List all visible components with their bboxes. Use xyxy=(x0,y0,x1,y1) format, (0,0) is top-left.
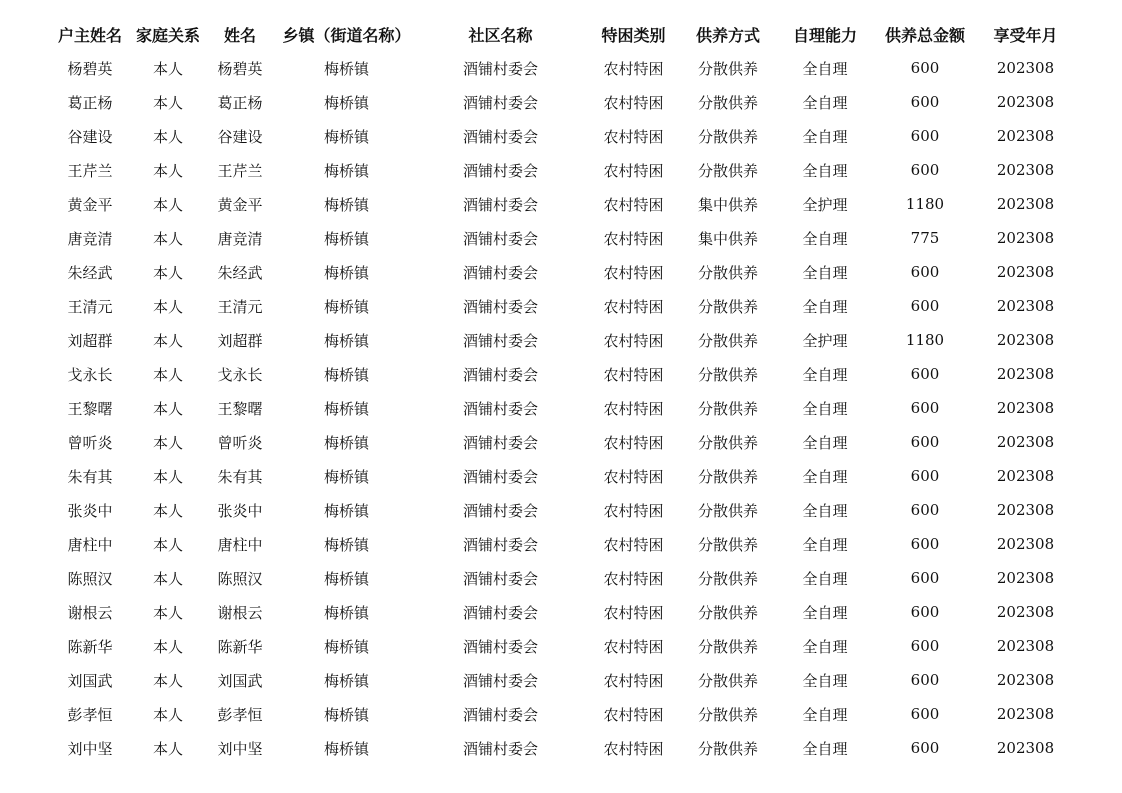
table-cell: 全自理 xyxy=(802,569,848,588)
table-cell: 分散供养 xyxy=(697,535,758,554)
table-cell: 梅桥镇 xyxy=(323,331,369,350)
table-cell: 202308 xyxy=(996,399,1055,417)
table-cell: 202308 xyxy=(996,229,1055,247)
table-cell: 本人 xyxy=(152,365,183,384)
table-cell: 1180 xyxy=(905,195,945,213)
table-cell: 戈永长 xyxy=(217,365,263,384)
table-cell: 分散供养 xyxy=(697,569,758,588)
table-cell: 202308 xyxy=(996,569,1055,587)
table-cell: 农村特困 xyxy=(603,331,664,350)
table-cell: 600 xyxy=(910,637,940,655)
table-cell: 集中供养 xyxy=(697,195,758,214)
table-cell: 酒铺村委会 xyxy=(462,535,538,554)
table-cell: 202308 xyxy=(996,603,1055,621)
header-cell: 家庭关系 xyxy=(135,25,200,45)
header-cell: 享受年月 xyxy=(993,25,1058,45)
table-row xyxy=(50,663,1080,697)
table-cell: 陈新华 xyxy=(217,637,263,656)
table-cell: 600 xyxy=(910,671,940,689)
header-cell: 户主姓名 xyxy=(57,25,122,45)
table-cell: 600 xyxy=(910,433,940,451)
table-cell: 农村特困 xyxy=(603,569,664,588)
table-cell: 分散供养 xyxy=(697,501,758,520)
table-row xyxy=(50,187,1080,221)
table-cell: 全自理 xyxy=(802,603,848,622)
table-cell: 王清元 xyxy=(217,297,263,316)
table-cell: 农村特困 xyxy=(603,365,664,384)
table-cell: 本人 xyxy=(152,93,183,112)
table-cell: 600 xyxy=(910,161,940,179)
table-row xyxy=(50,289,1080,323)
table-cell: 600 xyxy=(910,127,940,145)
table-cell: 黄金平 xyxy=(217,195,263,214)
table-cell: 分散供养 xyxy=(697,603,758,622)
table-cell: 分散供养 xyxy=(697,127,758,146)
table-cell: 酒铺村委会 xyxy=(462,467,538,486)
table-cell: 分散供养 xyxy=(697,263,758,282)
table-cell: 农村特困 xyxy=(603,59,664,78)
table-cell: 梅桥镇 xyxy=(323,59,369,78)
table-cell: 202308 xyxy=(996,365,1055,383)
table-cell: 202308 xyxy=(996,739,1055,757)
table-row xyxy=(50,221,1080,255)
table-cell: 农村特困 xyxy=(603,297,664,316)
table-cell: 梅桥镇 xyxy=(323,535,369,554)
table-cell: 202308 xyxy=(996,705,1055,723)
table-cell: 酒铺村委会 xyxy=(462,161,538,180)
table-cell: 202308 xyxy=(996,263,1055,281)
table-cell: 谷建设 xyxy=(217,127,263,146)
table-cell: 农村特困 xyxy=(603,93,664,112)
table-cell: 分散供养 xyxy=(697,59,758,78)
table-cell: 农村特困 xyxy=(603,161,664,180)
table-cell: 分散供养 xyxy=(697,705,758,724)
table-cell: 全自理 xyxy=(802,161,848,180)
table-cell: 本人 xyxy=(152,603,183,622)
table-cell: 全自理 xyxy=(802,705,848,724)
table-cell: 黄金平 xyxy=(67,195,113,214)
table-cell: 600 xyxy=(910,603,940,621)
table-cell: 葛正杨 xyxy=(217,93,263,112)
table-cell: 分散供养 xyxy=(697,637,758,656)
table-cell: 刘中坚 xyxy=(67,739,113,758)
table-cell: 唐竞清 xyxy=(217,229,263,248)
table-row xyxy=(50,153,1080,187)
table-cell: 全自理 xyxy=(802,297,848,316)
table-cell: 唐柱中 xyxy=(67,535,113,554)
table-cell: 酒铺村委会 xyxy=(462,365,538,384)
header-cell: 社区名称 xyxy=(468,25,533,45)
table-cell: 农村特困 xyxy=(603,433,664,452)
table-cell: 600 xyxy=(910,365,940,383)
table-cell: 彭孝恒 xyxy=(217,705,263,724)
table-cell: 本人 xyxy=(152,705,183,724)
table-cell: 全自理 xyxy=(802,671,848,690)
table-cell: 202308 xyxy=(996,93,1055,111)
table-cell: 600 xyxy=(910,705,940,723)
table-cell: 梅桥镇 xyxy=(323,127,369,146)
table-cell: 农村特困 xyxy=(603,705,664,724)
table-cell: 本人 xyxy=(152,433,183,452)
table-cell: 农村特困 xyxy=(603,501,664,520)
table-cell: 彭孝恒 xyxy=(67,705,113,724)
table-cell: 202308 xyxy=(996,671,1055,689)
table-cell: 600 xyxy=(910,59,940,77)
table-row xyxy=(50,561,1080,595)
table-cell: 全自理 xyxy=(802,127,848,146)
table-cell: 全自理 xyxy=(802,59,848,78)
table-cell: 全自理 xyxy=(802,229,848,248)
header-cell: 自理能力 xyxy=(792,25,857,45)
table-cell: 酒铺村委会 xyxy=(462,637,538,656)
table-cell: 分散供养 xyxy=(697,331,758,350)
table-cell: 本人 xyxy=(152,569,183,588)
table-cell: 王黎曙 xyxy=(217,399,263,418)
table-cell: 本人 xyxy=(152,331,183,350)
table-cell: 梅桥镇 xyxy=(323,739,369,758)
table-cell: 张炎中 xyxy=(67,501,113,520)
table-cell: 全自理 xyxy=(802,467,848,486)
table-cell: 王芹兰 xyxy=(217,161,263,180)
table-cell: 王黎曙 xyxy=(67,399,113,418)
table-cell: 全护理 xyxy=(802,331,848,350)
table-cell: 全护理 xyxy=(802,195,848,214)
table-cell: 酒铺村委会 xyxy=(462,603,538,622)
table-cell: 分散供养 xyxy=(697,433,758,452)
table-cell: 陈新华 xyxy=(67,637,113,656)
beneficiary-table xyxy=(50,17,1080,765)
table-cell: 分散供养 xyxy=(697,739,758,758)
table-cell: 农村特困 xyxy=(603,263,664,282)
table-cell: 全自理 xyxy=(802,399,848,418)
table-cell: 张炎中 xyxy=(217,501,263,520)
header-cell: 乡镇（街道名称） xyxy=(282,25,411,45)
table-cell: 全自理 xyxy=(802,433,848,452)
table-cell: 本人 xyxy=(152,127,183,146)
table-cell: 陈照汉 xyxy=(67,569,113,588)
table-row xyxy=(50,323,1080,357)
header-cell: 特困类别 xyxy=(601,25,666,45)
table-cell: 农村特困 xyxy=(603,127,664,146)
table-cell: 农村特困 xyxy=(603,739,664,758)
table-cell: 梅桥镇 xyxy=(323,263,369,282)
table-cell: 谢根云 xyxy=(67,603,113,622)
table-cell: 刘国武 xyxy=(217,671,263,690)
table-cell: 梅桥镇 xyxy=(323,93,369,112)
table-cell: 202308 xyxy=(996,331,1055,349)
table-cell: 600 xyxy=(910,93,940,111)
table-row xyxy=(50,493,1080,527)
table-cell: 梅桥镇 xyxy=(323,399,369,418)
table-cell: 600 xyxy=(910,263,940,281)
table-cell: 酒铺村委会 xyxy=(462,739,538,758)
table-cell: 酒铺村委会 xyxy=(462,59,538,78)
table-cell: 分散供养 xyxy=(697,297,758,316)
table-cell: 本人 xyxy=(152,399,183,418)
table-cell: 王清元 xyxy=(67,297,113,316)
table-cell: 农村特困 xyxy=(603,467,664,486)
table-cell: 600 xyxy=(910,399,940,417)
table-cell: 农村特困 xyxy=(603,637,664,656)
table-cell: 本人 xyxy=(152,501,183,520)
table-cell: 酒铺村委会 xyxy=(462,671,538,690)
table-cell: 600 xyxy=(910,467,940,485)
table-cell: 杨碧英 xyxy=(67,59,113,78)
table-cell: 梅桥镇 xyxy=(323,297,369,316)
table-row xyxy=(50,255,1080,289)
table-cell: 全自理 xyxy=(802,365,848,384)
table-body xyxy=(50,51,1080,765)
table-cell: 朱经武 xyxy=(217,263,263,282)
table-cell: 朱有其 xyxy=(217,467,263,486)
table-cell: 唐竞清 xyxy=(67,229,113,248)
table-cell: 600 xyxy=(910,297,940,315)
table-cell: 全自理 xyxy=(802,501,848,520)
table-cell: 酒铺村委会 xyxy=(462,195,538,214)
table-cell: 梅桥镇 xyxy=(323,671,369,690)
table-row xyxy=(50,697,1080,731)
table-cell: 全自理 xyxy=(802,637,848,656)
table-cell: 唐柱中 xyxy=(217,535,263,554)
header-cell: 供养方式 xyxy=(695,25,760,45)
table-row xyxy=(50,459,1080,493)
table-cell: 600 xyxy=(910,569,940,587)
table-cell: 农村特困 xyxy=(603,399,664,418)
table-cell: 梅桥镇 xyxy=(323,569,369,588)
table-cell: 酒铺村委会 xyxy=(462,229,538,248)
table-cell: 775 xyxy=(910,229,940,247)
table-cell: 本人 xyxy=(152,535,183,554)
table-cell: 全自理 xyxy=(802,93,848,112)
table-cell: 202308 xyxy=(996,161,1055,179)
table-cell: 陈照汉 xyxy=(217,569,263,588)
table-cell: 农村特困 xyxy=(603,671,664,690)
table-cell: 分散供养 xyxy=(697,93,758,112)
table-cell: 朱经武 xyxy=(67,263,113,282)
table-cell: 酒铺村委会 xyxy=(462,569,538,588)
table-cell: 本人 xyxy=(152,195,183,214)
table-cell: 本人 xyxy=(152,671,183,690)
table-cell: 202308 xyxy=(996,535,1055,553)
table-cell: 农村特困 xyxy=(603,535,664,554)
table-header-row xyxy=(50,17,1080,51)
table-cell: 农村特困 xyxy=(603,229,664,248)
table-row xyxy=(50,425,1080,459)
table-cell: 分散供养 xyxy=(697,467,758,486)
table-cell: 梅桥镇 xyxy=(323,637,369,656)
table-cell: 梅桥镇 xyxy=(323,433,369,452)
table-cell: 酒铺村委会 xyxy=(462,297,538,316)
table-cell: 朱有其 xyxy=(67,467,113,486)
table-row xyxy=(50,85,1080,119)
table-cell: 刘超群 xyxy=(67,331,113,350)
table-cell: 谢根云 xyxy=(217,603,263,622)
table-cell: 梅桥镇 xyxy=(323,195,369,214)
header-cell: 姓名 xyxy=(223,25,256,45)
table-cell: 本人 xyxy=(152,467,183,486)
table-cell: 本人 xyxy=(152,739,183,758)
table-cell: 600 xyxy=(910,535,940,553)
table-row xyxy=(50,595,1080,629)
table-cell: 酒铺村委会 xyxy=(462,331,538,350)
table-cell: 202308 xyxy=(996,195,1055,213)
table-cell: 202308 xyxy=(996,59,1055,77)
table-cell: 梅桥镇 xyxy=(323,161,369,180)
table-cell: 本人 xyxy=(152,297,183,316)
table-row xyxy=(50,527,1080,561)
table-cell: 戈永长 xyxy=(67,365,113,384)
table-cell: 酒铺村委会 xyxy=(462,127,538,146)
table-cell: 酒铺村委会 xyxy=(462,433,538,452)
table-cell: 本人 xyxy=(152,229,183,248)
table-cell: 刘国武 xyxy=(67,671,113,690)
table-cell: 全自理 xyxy=(802,263,848,282)
table-cell: 梅桥镇 xyxy=(323,229,369,248)
table-row xyxy=(50,731,1080,765)
table-cell: 农村特困 xyxy=(603,603,664,622)
table-cell: 全自理 xyxy=(802,739,848,758)
table-cell: 202308 xyxy=(996,297,1055,315)
table-cell: 202308 xyxy=(996,433,1055,451)
table-cell: 杨碧英 xyxy=(217,59,263,78)
table-row xyxy=(50,391,1080,425)
table-cell: 分散供养 xyxy=(697,365,758,384)
table-cell: 谷建设 xyxy=(67,127,113,146)
table-row xyxy=(50,629,1080,663)
table-cell: 本人 xyxy=(152,263,183,282)
table-cell: 600 xyxy=(910,501,940,519)
table-row xyxy=(50,119,1080,153)
table-cell: 本人 xyxy=(152,161,183,180)
table-cell: 600 xyxy=(910,739,940,757)
table-cell: 梅桥镇 xyxy=(323,705,369,724)
table-cell: 刘超群 xyxy=(217,331,263,350)
table-cell: 分散供养 xyxy=(697,399,758,418)
table-cell: 梅桥镇 xyxy=(323,603,369,622)
table-cell: 刘中坚 xyxy=(217,739,263,758)
table-cell: 酒铺村委会 xyxy=(462,705,538,724)
table-cell: 202308 xyxy=(996,467,1055,485)
table-row xyxy=(50,51,1080,85)
table-cell: 葛正杨 xyxy=(67,93,113,112)
table-cell: 梅桥镇 xyxy=(323,501,369,520)
table-cell: 202308 xyxy=(996,637,1055,655)
table-cell: 202308 xyxy=(996,501,1055,519)
table-cell: 酒铺村委会 xyxy=(462,501,538,520)
table-cell: 集中供养 xyxy=(697,229,758,248)
table-cell: 全自理 xyxy=(802,535,848,554)
table-cell: 酒铺村委会 xyxy=(462,263,538,282)
table-cell: 农村特困 xyxy=(603,195,664,214)
table-cell: 酒铺村委会 xyxy=(462,399,538,418)
table-cell: 曾听炎 xyxy=(67,433,113,452)
table-cell: 1180 xyxy=(905,331,945,349)
table-cell: 王芹兰 xyxy=(67,161,113,180)
table-cell: 分散供养 xyxy=(697,671,758,690)
table-cell: 本人 xyxy=(152,59,183,78)
table-cell: 本人 xyxy=(152,637,183,656)
table-cell: 202308 xyxy=(996,127,1055,145)
table-row xyxy=(50,357,1080,391)
table-cell: 梅桥镇 xyxy=(323,365,369,384)
table-cell: 梅桥镇 xyxy=(323,467,369,486)
table-cell: 酒铺村委会 xyxy=(462,93,538,112)
table-cell: 分散供养 xyxy=(697,161,758,180)
table-cell: 曾听炎 xyxy=(217,433,263,452)
header-cell: 供养总金额 xyxy=(884,25,965,45)
